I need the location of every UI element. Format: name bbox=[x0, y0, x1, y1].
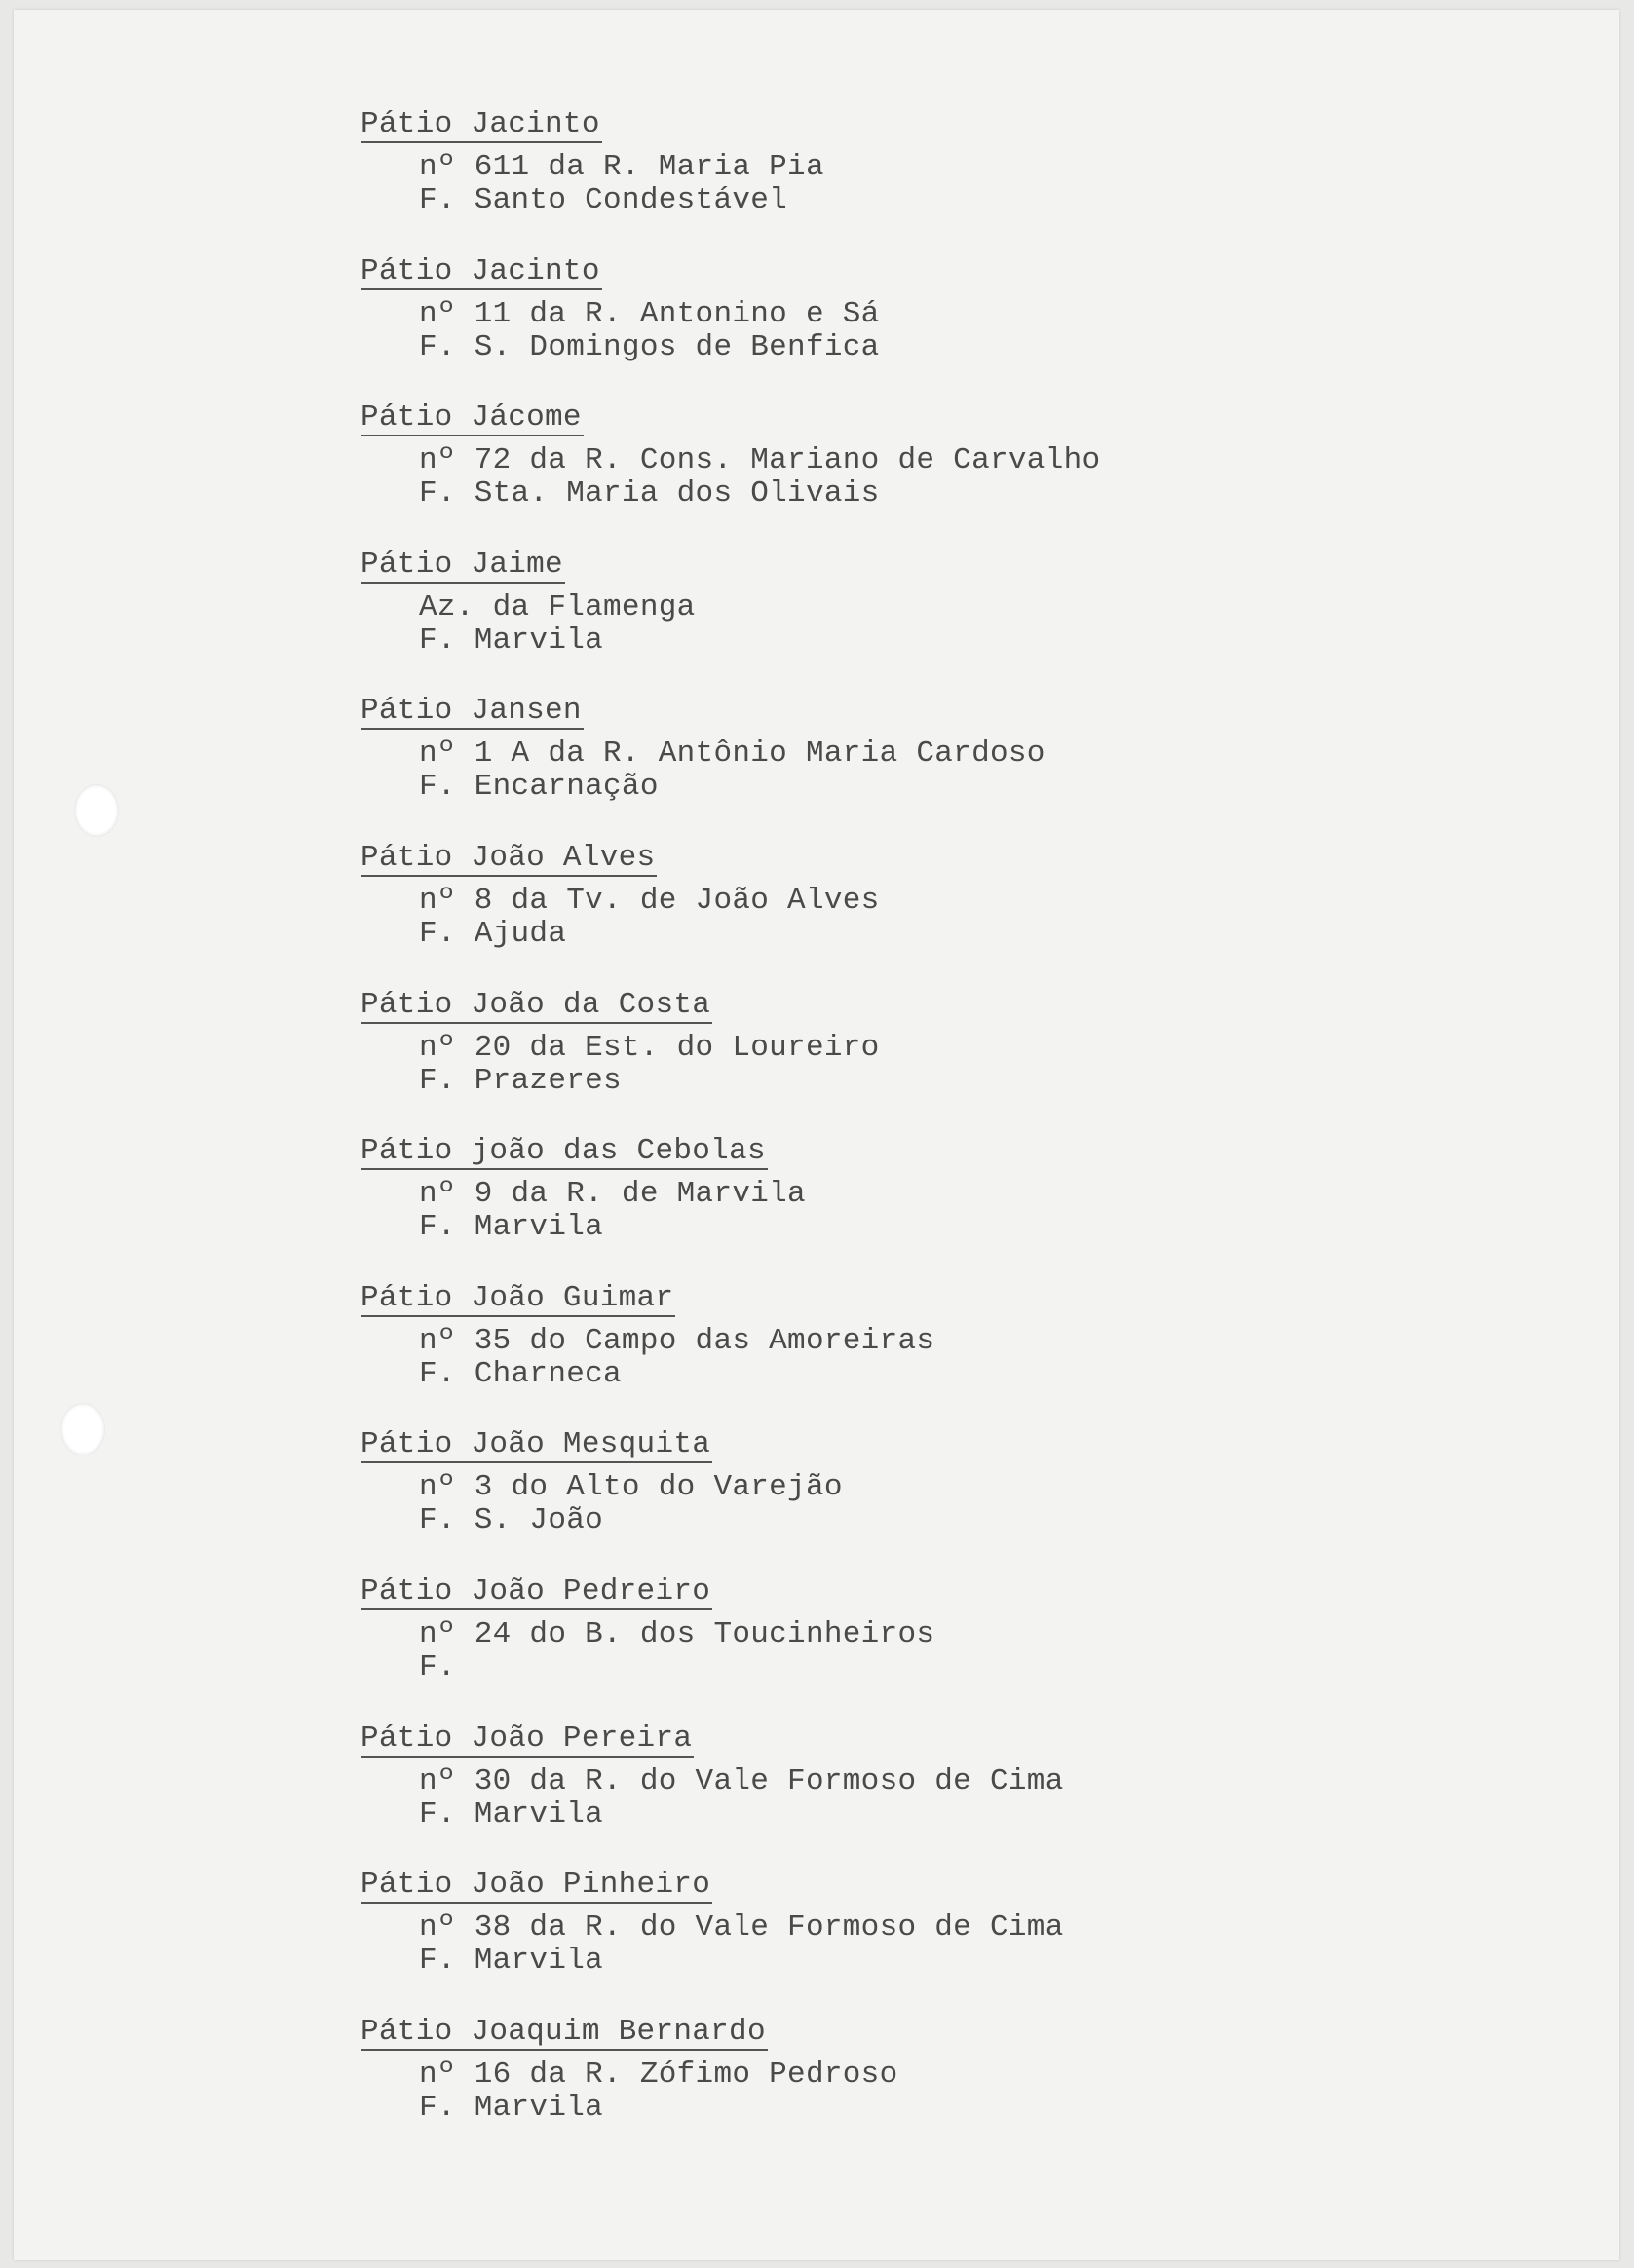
entry-parish: F. Marvila bbox=[419, 1944, 604, 1979]
entry-parish: F. Sta. Maria dos Olivais bbox=[419, 476, 880, 511]
entry-address: nº 3 do Alto do Varejão bbox=[419, 1470, 843, 1505]
punch-hole-lower bbox=[60, 1403, 105, 1455]
entry-title: Pátio João Pereira bbox=[361, 1720, 693, 1756]
list-item bbox=[361, 841, 1100, 988]
punch-hole-upper bbox=[74, 784, 119, 837]
entry-parish: F. Encarnação bbox=[419, 770, 659, 805]
list-item bbox=[361, 1281, 1100, 1428]
entry-address: nº 1 A da R. Antônio Maria Cardoso bbox=[419, 737, 1045, 772]
entry-address: nº 38 da R. do Vale Formoso de Cima bbox=[419, 1910, 1064, 1946]
entry-parish: F. Marvila bbox=[419, 623, 604, 658]
entry-list bbox=[361, 107, 1100, 2161]
entry-address: nº 20 da Est. do Loureiro bbox=[419, 1030, 880, 1065]
list-item bbox=[361, 1721, 1100, 1869]
entry-title: Pátio joão das Cebolas bbox=[361, 1134, 766, 1169]
entry-title: Pátio João Pedreiro bbox=[361, 1573, 711, 1608]
entry-address: nº 8 da Tv. de João Alves bbox=[419, 883, 880, 918]
entry-title: Pátio João Mesquita bbox=[361, 1427, 711, 1462]
entry-title: Pátio Joaquim Bernardo bbox=[361, 2014, 766, 2049]
entry-title: Pátio João da Costa bbox=[361, 987, 711, 1022]
entry-title: Pátio João Alves bbox=[361, 840, 656, 875]
list-item bbox=[361, 548, 1100, 695]
entry-address: nº 30 da R. do Vale Formoso de Cima bbox=[419, 1763, 1064, 1798]
entry-title: Pátio Jácome bbox=[361, 400, 582, 435]
list-item bbox=[361, 1574, 1100, 1721]
document-page bbox=[14, 10, 1619, 2260]
entry-parish: F. Ajuda bbox=[419, 916, 567, 951]
list-item bbox=[361, 1134, 1100, 1281]
entry-title: Pátio Jaime bbox=[361, 547, 563, 582]
entry-address: nº 72 da R. Cons. Mariano de Carvalho bbox=[419, 443, 1101, 478]
entry-parish: F. Marvila bbox=[419, 2090, 604, 2125]
list-item bbox=[361, 2015, 1100, 2162]
entry-address: Az. da Flamenga bbox=[419, 589, 696, 624]
entry-address: nº 16 da R. Zófimo Pedroso bbox=[419, 2057, 898, 2092]
list-item bbox=[361, 107, 1100, 254]
list-item bbox=[361, 1427, 1100, 1574]
entry-parish: F. Prazeres bbox=[419, 1063, 622, 1098]
entry-address: nº 9 da R. de Marvila bbox=[419, 1177, 806, 1212]
entry-title: Pátio João Pinheiro bbox=[361, 1868, 711, 1903]
list-item bbox=[361, 400, 1100, 548]
list-item bbox=[361, 694, 1100, 841]
entry-parish: F. S. João bbox=[419, 1503, 604, 1538]
entry-parish: F. Santo Condestável bbox=[419, 183, 788, 217]
entry-title: Pátio Jacinto bbox=[361, 253, 600, 288]
entry-parish: F. Marvila bbox=[419, 1210, 604, 1245]
list-item bbox=[361, 254, 1100, 401]
entry-address: nº 11 da R. Antonino e Sá bbox=[419, 296, 880, 331]
entry-address: nº 35 do Campo das Amoreiras bbox=[419, 1323, 935, 1358]
entry-title: Pátio Jacinto bbox=[361, 107, 600, 141]
entry-title: Pátio João Guimar bbox=[361, 1280, 674, 1315]
entry-parish: F. Marvila bbox=[419, 1796, 604, 1832]
entry-title: Pátio Jansen bbox=[361, 694, 582, 729]
list-item bbox=[361, 1868, 1100, 2015]
entry-parish: F. S. Domingos de Benfica bbox=[419, 329, 880, 364]
entry-parish: F. Charneca bbox=[419, 1356, 622, 1391]
list-item bbox=[361, 988, 1100, 1135]
entry-address: nº 24 do B. dos Toucinheiros bbox=[419, 1616, 935, 1651]
entry-parish: F. bbox=[419, 1649, 456, 1684]
entry-address: nº 611 da R. Maria Pia bbox=[419, 150, 824, 184]
